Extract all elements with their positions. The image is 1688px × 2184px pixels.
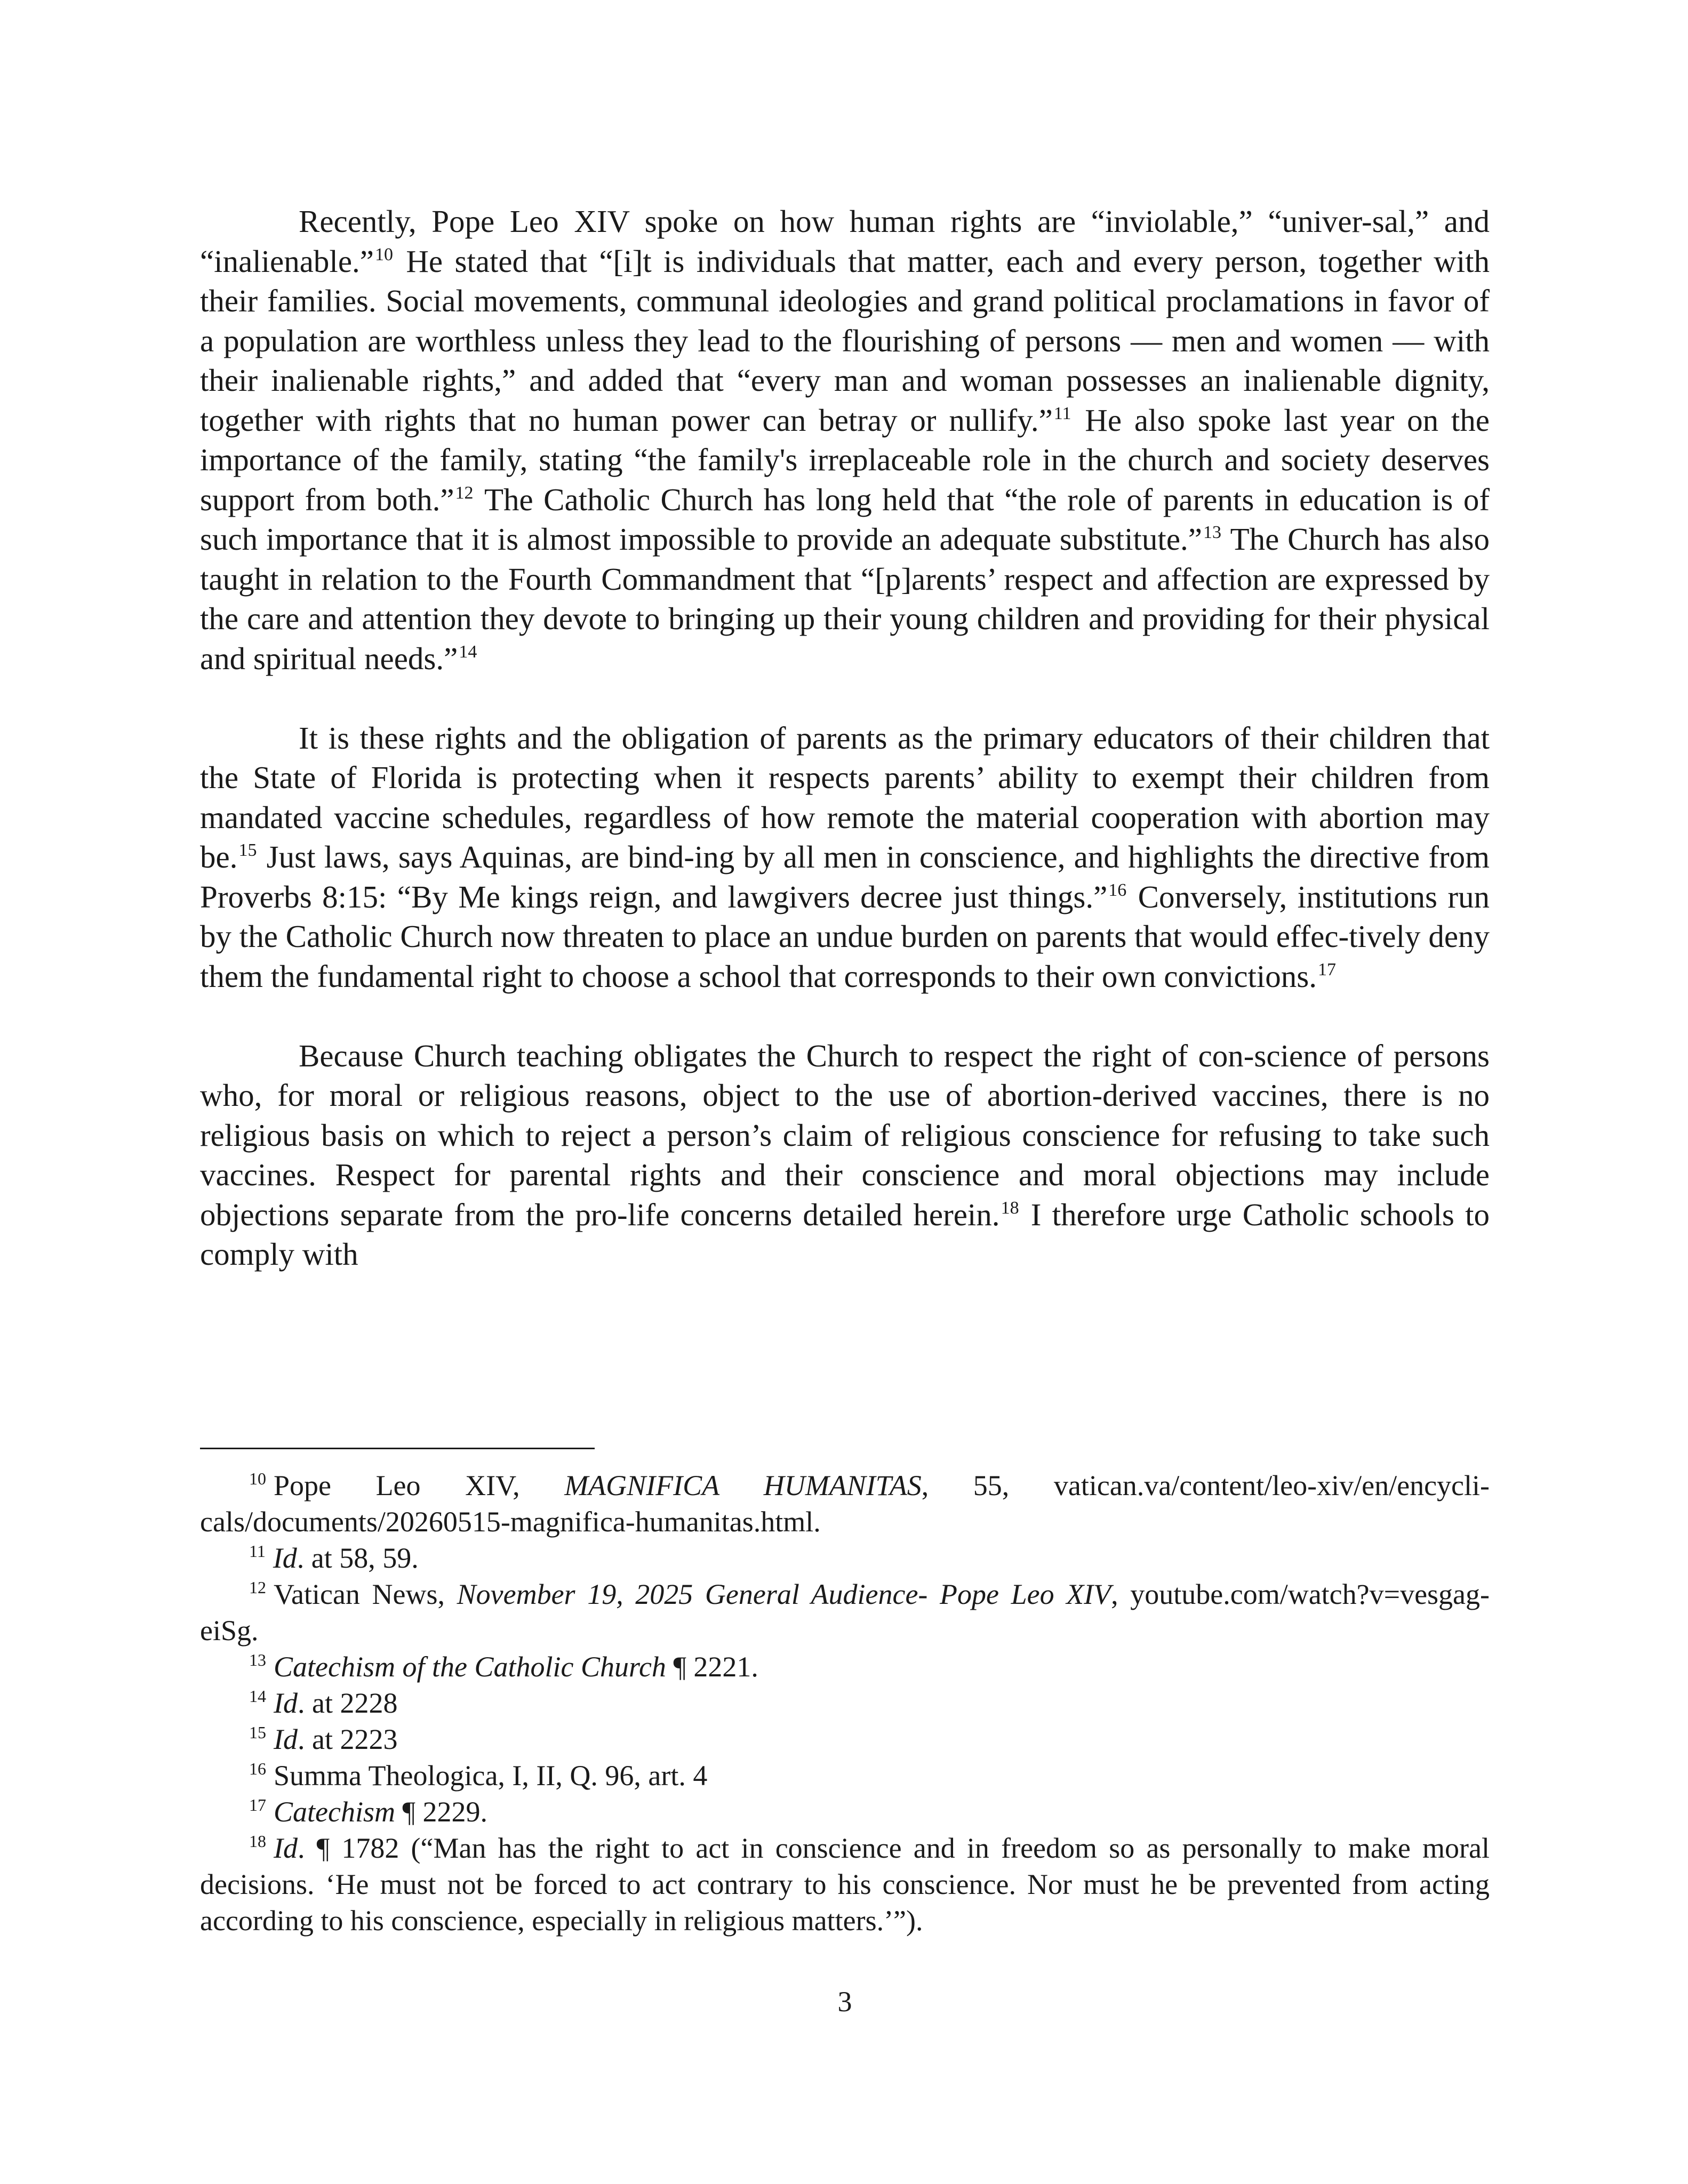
paragraph-text: He also spoke last year on the importance of the family, stating “the family's irreplaceable role in the church and society deserves support from both.” [200,402,1490,517]
document-page [200,0,1490,2184]
paragraph-text: It is these rights and the obligation of parents as the primary educators of their children that the State of Florida is protecting when it respects parents’ ability to exempt their children from mandated vaccine schedules, regardless of how remote the material cooperation with abortion may be. [200,720,1490,874]
footnote-number: 18 [249,1832,266,1851]
footnote-ref-17[interactable]: 17 [1318,959,1337,979]
footnote-title: Catechism [274,1796,395,1828]
footnote-13 [200,1649,1490,1685]
footnote-12 [200,1576,1490,1649]
footnote-ref-13[interactable]: 13 [1203,523,1221,542]
footnote-ref-16[interactable]: 16 [1108,880,1127,900]
footnote-14 [200,1685,1490,1721]
footnote-text: . at 2223 [297,1723,398,1755]
footnote-number: 15 [249,1723,266,1742]
footnote-text: ¶ 2229. [395,1796,487,1828]
footnote-ref-12[interactable]: 12 [455,483,474,503]
paragraph-text: Conversely, institutions run by the Catholic Church now threaten to place an undue burden on parents that would effec-tively deny them the fundamental right to choose a school that corresponds to their own convictions. [200,879,1490,994]
paragraph-text: The Catholic Church has long held that “the role of parents in education is of such importance that it is almost impossible to provide an adequate substitute.” [200,481,1490,557]
footnote-16 [200,1757,1490,1794]
footnote-link[interactable]: , youtube.com/watch?v=vesgag-eiSg. [200,1578,1490,1647]
footnote-17 [200,1794,1490,1830]
footnote-text: Pope Leo XIV, [274,1470,565,1502]
footnote-ref-18[interactable]: 18 [1001,1198,1019,1218]
paragraph-1 [200,202,1490,678]
page-number: 3 [837,1986,852,2018]
footnote-text: Vatican News, [274,1578,457,1610]
footnote-title: November 19, 2025 General Audience- Pope Leo XIV [457,1578,1111,1610]
footnote-title: MAGNIFICA HUMANITAS [564,1470,922,1502]
footnote-title: Id [274,1687,298,1719]
footnote-text: . at 58, 59. [297,1542,419,1574]
footnote-15 [200,1721,1490,1757]
footnote-title: Id [274,1723,298,1755]
footnote-ref-10[interactable]: 10 [374,244,393,264]
body-text [200,202,1490,1274]
footnote-number: 17 [249,1795,266,1814]
paragraph-text: The Church has also taught in relation to the Fourth Commandment that “[p]arents’ respect and affection are expressed by the care and attention they devote to bringing up their young children and providing for their physical and spiritual needs.” [200,521,1490,676]
footnote-title: Id [273,1542,297,1574]
footnote-18 [200,1830,1490,1939]
paragraph-2 [200,718,1490,997]
paragraph-text: I therefore urge Catholic schools to comply with [200,1197,1490,1272]
footnote-separator [200,1448,595,1449]
footnote-text: ¶ 2221. [666,1651,758,1683]
paragraph-text: Because Church teaching obligates the Church to respect the right of con-science of persons who, for moral or religious reasons, object to the use of abortion-derived vaccines, there is no religious basis on which to reject a person’s claim of religious conscience for refusing to take such vaccines. Respect for parental rights and their conscience and moral objections may include objections separate from the pro-life concerns detailed herein. [200,1038,1490,1232]
footnote-number: 16 [249,1759,266,1778]
footnote-text: Summa Theologica, I, II, Q. 96, art. 4 [274,1760,708,1792]
footnote-title: Id [274,1832,298,1864]
paragraph-text: Recently, Pope Leo XIV spoke on how human rights are “inviolable,” “univer-sal,” and “inalienable.” [200,204,1490,279]
footnote-10 [200,1467,1490,1540]
footnote-ref-11[interactable]: 11 [1053,403,1071,423]
footnotes [200,1467,1490,1939]
footnote-ref-15[interactable]: 15 [238,840,257,860]
footnote-number: 13 [249,1650,266,1669]
footnote-number: 14 [249,1687,266,1706]
footnote-11 [200,1540,1490,1576]
footnote-text: . at 2228 [297,1687,398,1719]
paragraph-text: Just laws, says Aquinas, are bind-ing by all men in conscience, and highlights the directive from Proverbs 8:15: “By Me kings reign, and lawgivers decree just things.” [200,839,1490,914]
footnote-number: 12 [249,1578,266,1597]
footnote-ref-14[interactable]: 14 [459,641,477,662]
footnote-number: 11 [249,1541,266,1561]
paragraph-3 [200,1036,1490,1274]
footnote-title: Catechism of the Catholic Church [274,1651,666,1683]
footnote-number: 10 [249,1469,266,1488]
paragraph-text: He stated that “[i]t is individuals that matter, each and every person, together with their families. Social movements, communal ideologies and grand political proclamations in favor of a population are worthless unless they lead to the flourishing of persons — men and women — with their inalienable rights,” and added that “every man and woman possesses an inalienable dignity, together with rights that no human power can betray or nullify.” [200,243,1490,438]
footnote-text: . ¶ 1782 (“Man has the right to act in conscience and in freedom so as personally to make moral decisions. ‘He must not be forced to act contrary to his conscience. Nor must he be prevented from acting according to his conscience, especially in religious matters.’”). [200,1832,1490,1937]
footnote-link[interactable]: , 55, vatican.va/content/leo-xiv/en/encycli-cals/documents/20260515-magnifica-humanitas.html. [200,1470,1490,1538]
